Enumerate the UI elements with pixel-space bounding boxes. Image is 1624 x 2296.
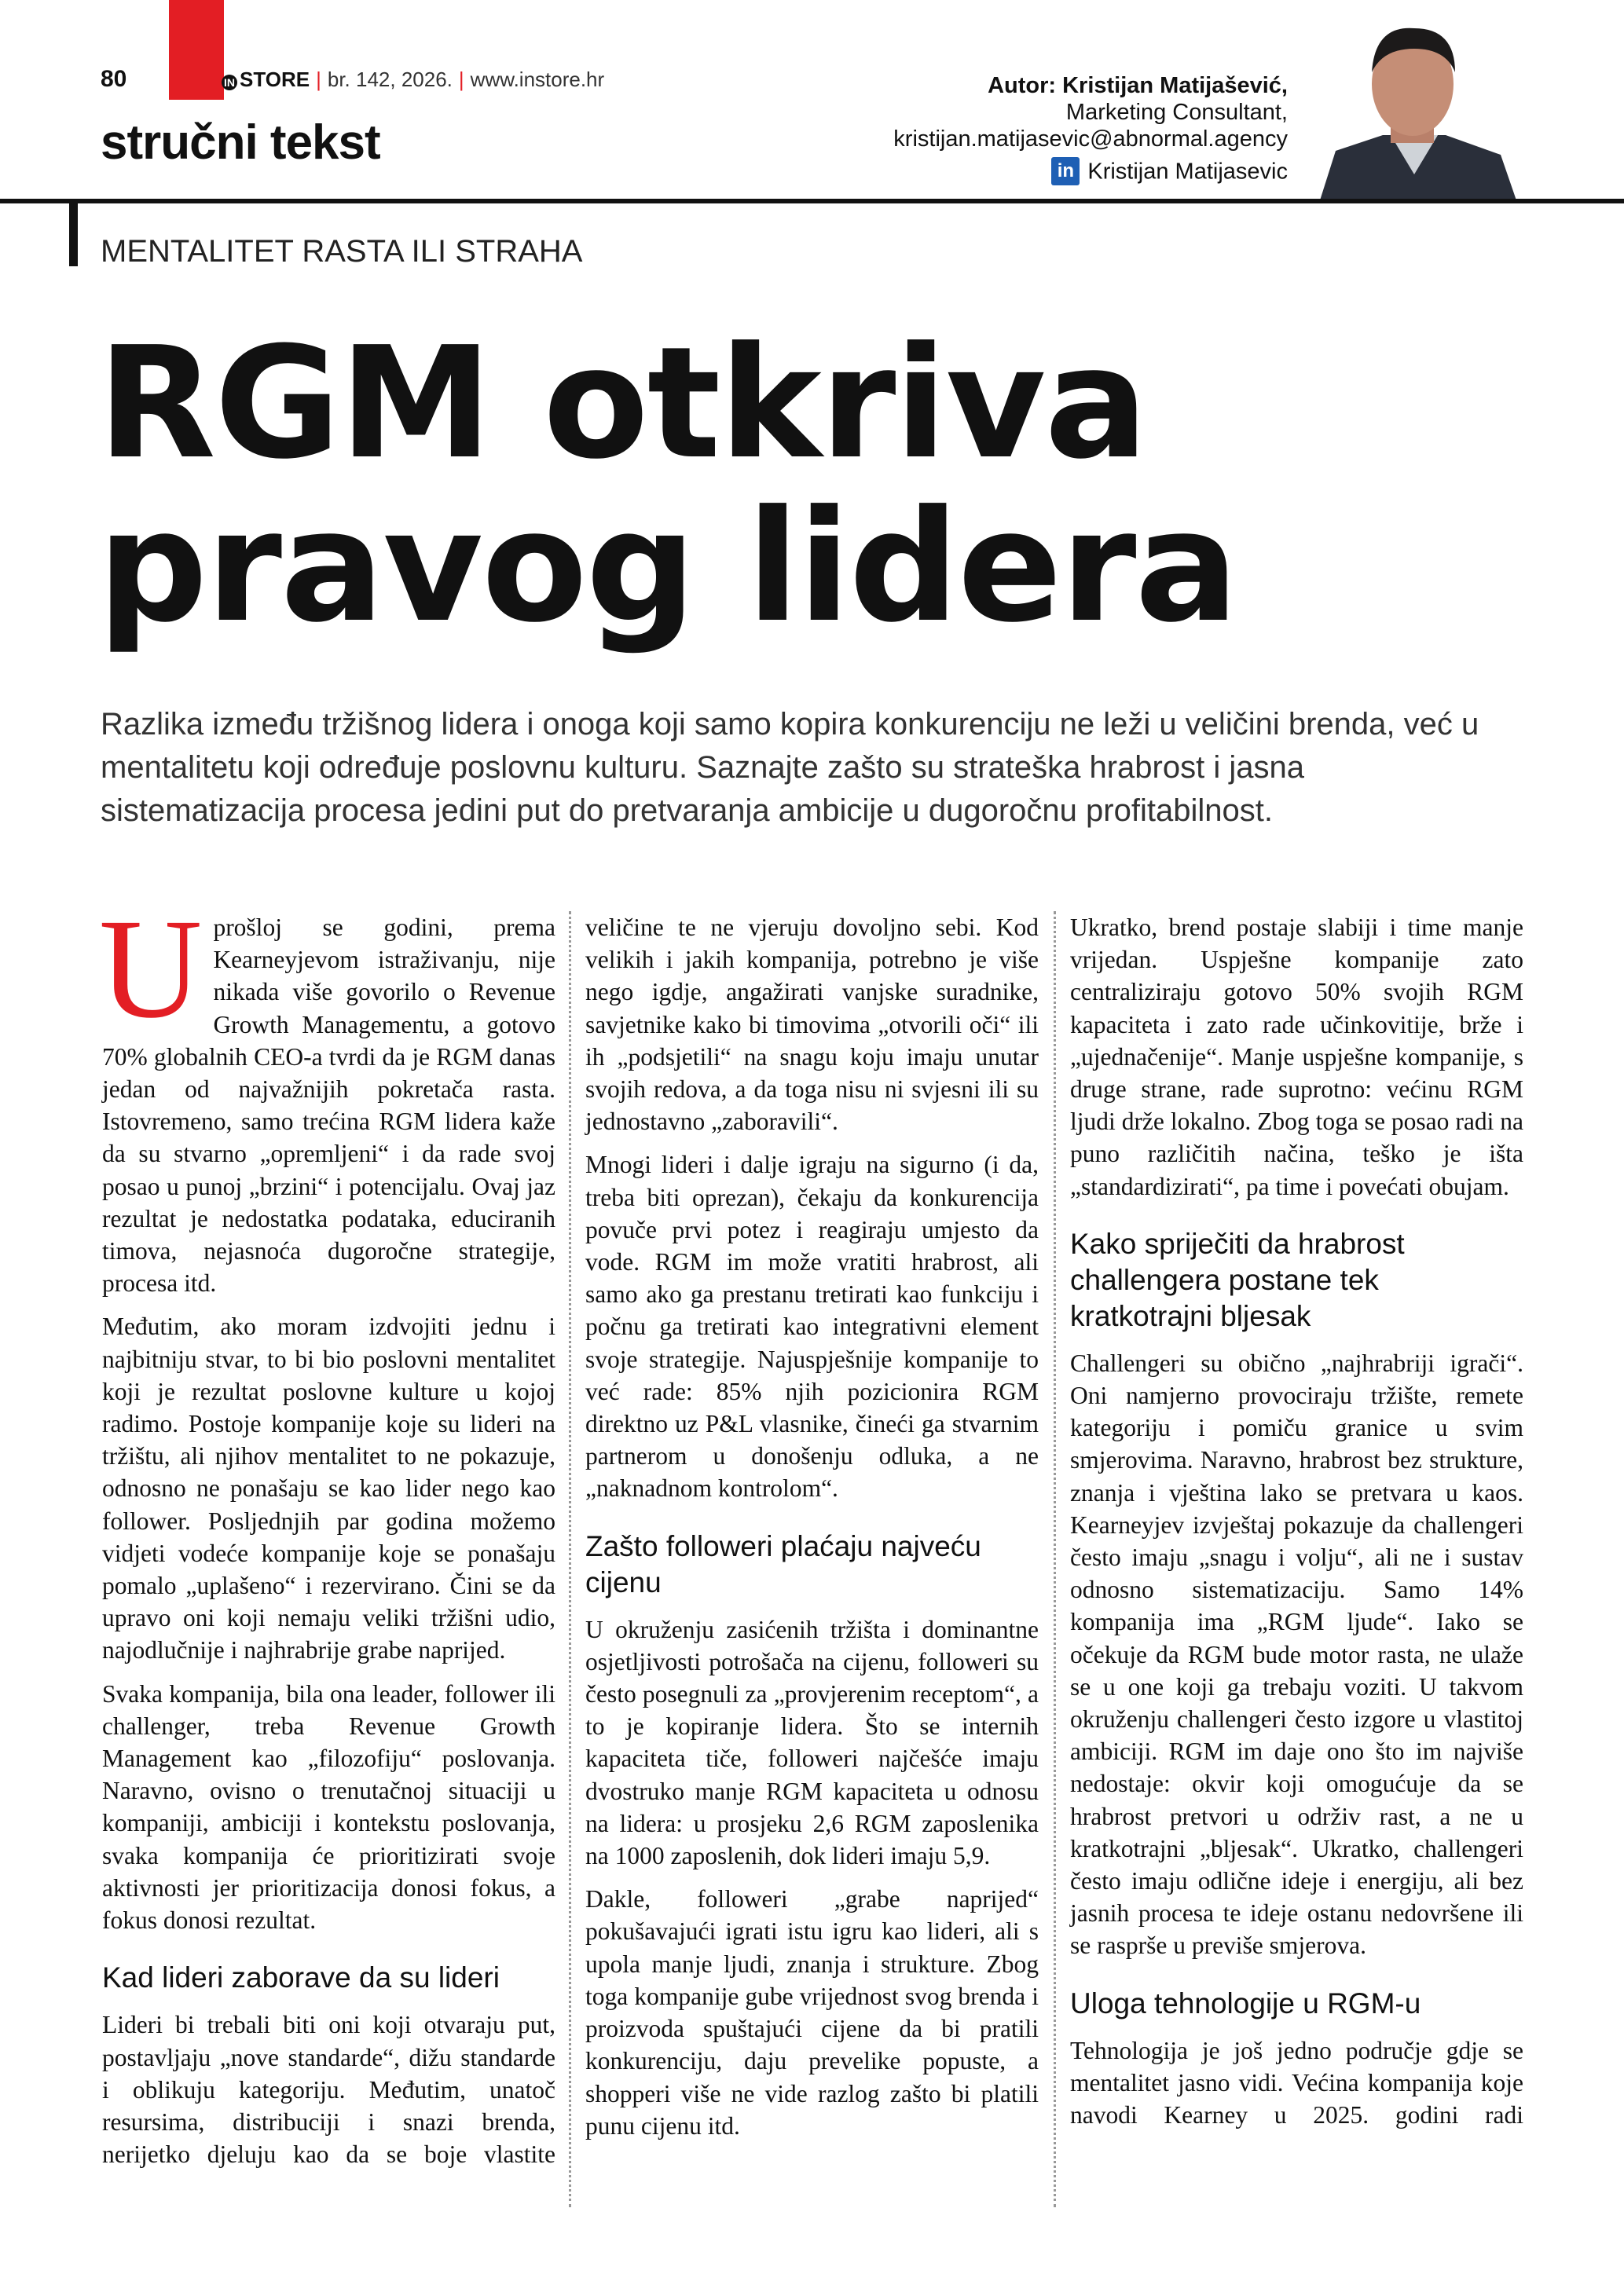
brand-prefix: IN	[222, 75, 237, 90]
paragraph: U okruženju zasićenih tržišta i dominantne osjetljivosti potrošača na cijenu, followeri su često posegnuli za „provjerenim receptom“, a to je kopiranje lidera. Što se internih kapaciteta tiče, followeri najčešće imaju dvostruko manje RGM kapaciteta u odnosu na lidera: u prosjeku 2,6 RGM zaposlenika na 1000 zaposlenih, dok lideri imaju 5,9.	[585, 1615, 1039, 1870]
column-2	[585, 911, 1039, 2153]
kicker: MENTALITET RASTA ILI STRAHA	[101, 234, 583, 269]
paragraph: Ukratko, brend postaje slabiji i time manje vrijedan. Uspješne kompanije zato centraliziraju gotovo 50% svojih RGM kapaciteta i zato rade učinkovitije, brže i „ujednačenije“. Manje uspješne kompanije, s druge strane, rade suprotno: većinu RGM ljudi drže lokalno. Zbog toga se posao radi na puno različitih načina, teško je išta „standardizirati“, pa time i povećati obujam.	[1070, 914, 1523, 1200]
kicker-bar	[69, 200, 78, 266]
standfirst: Razlika između tržišnog lidera i onoga koji samo kopira konkurenciju ne leži u veličini brenda, već u mentalitetu koji određuje poslovnu kulturu. Saznajte zašto su strateška hrabrost i jasna sistematizacija procesa jedini put do pretvaranja ambicije u dugoročnu profitabilnost.	[101, 707, 1479, 828]
headline	[97, 314, 1237, 657]
website: www.instore.hr	[470, 68, 605, 91]
column-divider	[569, 911, 571, 2207]
headline-line-2: pravog lidera	[97, 478, 1237, 657]
subheading: Kako spriječiti da hrabrost challengera postane tek kratkotrajni bljesak	[1070, 1227, 1405, 1332]
column-divider	[1054, 911, 1056, 2207]
header-rule	[0, 199, 1624, 203]
author-name: Autor: Kristijan Matijašević,	[988, 73, 1288, 98]
author-email[interactable]: kristijan.matijasevic@abnormal.agency	[893, 126, 1288, 152]
paragraph: prošloj se godini, prema Kearneyjevom istraživanju, nije nikada više govorilo o Revenue Growth Managementu, a gotovo 70% globalnih CEO-a tvrdi da je RGM danas jedan od najvažnijih pokretača rasta. Istovremeno, samo trećina RGM lidera kaže da su stvarno „opremljeni“ i da rade svoj posao u punoj „brzini“ i potencijalu. Ovaj jaz rezultat je nedostatka podataka, educiranih timova, nejasnoća dugoročne strategije, procesa itd.	[102, 914, 555, 1298]
masthead: IN STORE | br. 142, 2026. | www.instore.hr	[222, 68, 604, 92]
column-3	[1070, 911, 1523, 2142]
column-1	[99, 890, 555, 2181]
paragraph: veličine te ne vjeruju dovoljno sebi. Kod velikih i jakih kompanija, potrebno je više nego igdje, angažirati vanjske suradnike, savjetnike kako bi timovima „otvorili oči“ ili ih „podsjetili“ na snagu koju imaju unutar svojih redova, a da toga nisu ni svjesni ili su jednostavno „zaboravili“.	[585, 914, 1039, 1136]
drop-cap: U	[99, 890, 203, 1048]
page-number: 80	[101, 66, 127, 92]
author-photo	[1304, 17, 1524, 200]
paragraph: Challengeri su obično „najhrabriji igrači“. Oni namjerno provociraju tržište, remete kategoriju i pomiču granice u svim smjerovima. Naravno, hrabrost bez strukture, znanja i vještina lako se pretvara u kaos. Kearneyjev izvještaj pokazuje da challengeri često imaju „snagu i volju“, ali ne i sustav odnosno sistematizaciju. Samo 14% kompanija ima „RGM ljude“. Iako se očekuje da RGM bude motor rasta, ne ulaže se u one koji ga trebaju voziti. U takvom okruženju challengeri često izgore u vlastitoj ambiciji. RGM im daje ono što im najviše nedostaje: okvir koji omogućuje da se hrabrost pretvori u održiv rast, a ne u kratkotrajni „bljesak“. Ukratko, challengeri često imaju odlične ideje i energiju, ali bez jasnih procesa te ideje ostanu nedovršene ili se rasprše u previše smjerova.	[1070, 1349, 1523, 1960]
paragraph: Svaka kompanija, bila ona leader, follower ili challenger, treba Revenue Growth Management kao „filozofiju“ poslovanja. Naravno, ovisno o trenutačnoj situaciji u kompaniji, ambiciji i kontekstu poslovanja, svaka kompanija će prioritizirati svoje aktivnosti jer prioritizacija donosi fokus, a fokus donosi rezultat.	[102, 1679, 555, 1935]
author-linkedin[interactable]: Kristijan Matijasevic	[1087, 159, 1288, 185]
subheading: Kad lideri zaborave da su lideri	[102, 1961, 500, 1994]
paragraph: Mnogi lideri i dalje igraju na sigurno (i da, treba biti oprezan), čekaju da konkurencija povuče prvi potez i reagiraju umjesto da vode. RGM im može vratiti hrabrost, ali samo ako ga prestanu tretirati kao funkciju i počnu ga tretirati kao integrativni element svoje strategije. Najuspješnije kompanije to već rade: 85% njih pozicionira RGM direktno uz P&L vlasnike, čineći ga stvarnim partnerom u donošenju odluka, a ne „naknadnom kontrolom“.	[585, 1151, 1039, 1503]
linkedin-icon: in	[1051, 157, 1080, 185]
paragraph: Lideri bi trebali biti oni koji otvaraju put, postavljaju „nove standarde“, dižu standarde i oblikuju kategoriju. Međutim, unatoč resursima, distribuciji i snazi brenda, nerijetko djeluju kao da se boje vlastite	[102, 2011, 555, 2169]
paragraph: Tehnologija je još jedno područje gdje se mentalitet jasno vidi. Većina kompanija koje navodi Kearney u 2025. godini radi	[1070, 2036, 1523, 2129]
subheading: Zašto followeri plaćaju najveću cijenu	[585, 1529, 981, 1598]
subheading: Uloga tehnologije u RGM-u	[1070, 1987, 1421, 2020]
brand-logo: STORE	[240, 68, 310, 91]
section-title: stručni tekst	[101, 115, 380, 170]
paragraph: Dakle, followeri „grabe naprijed“ pokušavajući igrati istu igru kao lideri, ali s upola manje ljudi, znanja i strukture. Zbog toga kompanije gube vrijednost svog brenda i proizvoda spuštajući cijene da bi pratili konkurenciju, daju prevelike popuste, a shopperi više ne vide razlog zašto bi platili punu cijenu itd.	[585, 1885, 1039, 2140]
red-accent-bar	[169, 0, 224, 100]
author-role: Marketing Consultant,	[1065, 100, 1288, 125]
author-block	[893, 72, 1288, 185]
paragraph: Međutim, ako moram izdvojiti jednu i najbitniju stvar, to bi bio poslovni mentalitet koji je rezultat poslovne kulture u kojoj radimo. Postoje kompanije koje su lideri na tržištu, ali njihov mentalitet to ne pokazuje, odnosno ne ponašaju se kao lider nego kao follower. Posljednjih par godina možemo vidjeti vodeće kompanije koje se ponašaju pomalo „uplašeno“ i rezervirano. Čini se da upravo oni koji nemaju veliki tržišni udio, najodlučnije i najhrabrije grabe naprijed.	[102, 1313, 555, 1664]
issue: br. 142, 2026.	[327, 68, 453, 91]
headline-line-1: RGM otkriva	[97, 314, 1147, 493]
